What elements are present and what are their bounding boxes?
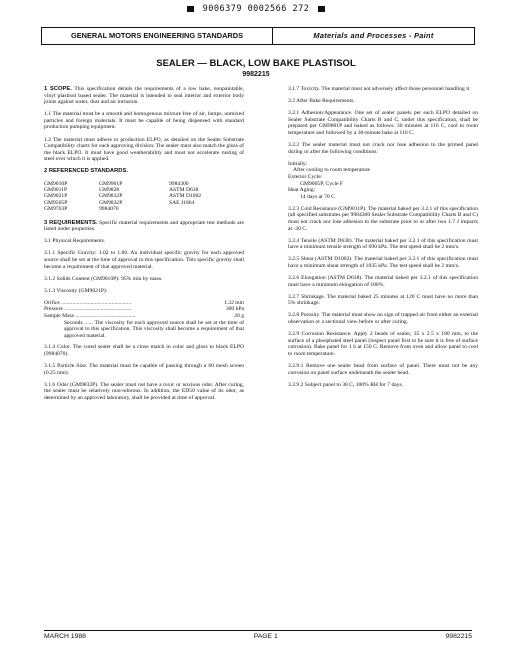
paragraph-3-1-1: 3.1.1 Specific Gravity: 1.02 to 1.80. An individual specific gravity for each approved source shall be set at the time of approval to this specification. This specific gravity shall become a requirement of that approved material. bbox=[44, 250, 244, 270]
paragraph-3-2-9-1: 3.2.9.1 Remove one sealer bead from surface of panel. There must not be any corrosion on panel surface underneath the sealer bead. bbox=[288, 363, 478, 376]
viscosity-value: 20 g bbox=[234, 313, 244, 319]
condition-detail: 14 days at 70 C bbox=[300, 193, 335, 200]
standard-item: GM9021P bbox=[44, 193, 68, 200]
document-header bbox=[41, 27, 475, 45]
left-column bbox=[44, 86, 244, 407]
right-column bbox=[288, 86, 478, 394]
standard-item bbox=[169, 206, 229, 212]
paragraph-3-1-5: 3.1.5 Particle Size. The material must be capable of passing through a 60 mesh screen (0.25 mm). bbox=[44, 363, 244, 376]
paragraph-3-2-9: 3.2.9 Corrosion Resistance. Apply 2 beads of sealer, 35 x 2.5 x 180 mm, to the surface of a phosphated steel panel (inspect panel first to be sure it is free of surface corrosion). Bake panel for 1 h at 150 C. Remove from oven and allow panel to cool to room temperature. bbox=[288, 331, 478, 357]
standard-item: GM9832P bbox=[99, 193, 123, 200]
paragraph-3-2-8: 3.2.8 Porosity. The material must show no sign of trapped air from either an external observation or a sectional view before or after curing. bbox=[288, 312, 478, 326]
standard-item: ASTM D1002 bbox=[169, 193, 202, 200]
paragraph-3-1-3: 3.1.3 Viscosity (GM9021P): bbox=[44, 287, 108, 294]
barcode-text: 9006379 0002566 272 bbox=[202, 4, 310, 14]
page-footer bbox=[44, 630, 472, 640]
viscosity-row bbox=[44, 300, 244, 307]
footer-number: 9982215 bbox=[445, 633, 472, 640]
requirements-heading: 3 REQUIREMENTS. bbox=[44, 219, 98, 226]
requirements-paragraph bbox=[44, 220, 244, 233]
conditions-list bbox=[288, 161, 478, 201]
standard-item: ASTM D638 bbox=[169, 186, 199, 193]
header-left: GENERAL MOTORS ENGINEERING STANDARDS bbox=[42, 28, 273, 44]
scope-text: This specification details the requirements of a low bake, nonpaintable, vinyl plastisol based sealer. The material is intended to seal interior and exterior body joints against water, dust and air intrusion. bbox=[44, 86, 244, 106]
scope-heading: 1 SCOPE. bbox=[44, 86, 72, 92]
paragraph-3-2-5: 3.2.5 Shear (ASTM D1002). The material baked per 3.2.1 of this specification must have a minimum shear strength of 1035 kPa. The test speed shall be 2 mm/s. bbox=[288, 256, 478, 269]
viscosity-row bbox=[44, 306, 244, 313]
referenced-standards-heading: 2 REFERENCED STANDARDS. bbox=[44, 168, 128, 175]
viscosity-note: Seconds ...... The viscosity for each approved source shall be set at the time of approval to this specification. This viscosity shall become a requirement of that approved material. bbox=[64, 319, 244, 339]
viscosity-label: Sample Mass ........................................... bbox=[44, 313, 136, 319]
standard-item: 9984300 bbox=[169, 180, 189, 187]
viscosity-row bbox=[44, 313, 244, 320]
paragraph-3-2-2: 3.2.2 The sealer material must not crack nor lose adhesion to the primed panel during or after the following conditions: bbox=[288, 142, 478, 155]
barcode-block-left bbox=[187, 6, 194, 12]
paragraph-3-2-1: 3.2.1 Adhesion/Appearance. One set of sealer panels per each ELPO detailed on Sealer Substrate Compatibility Charts B and C, under this specification, shall be prepared per GM9801P and baked as follows: 30 minutes at 116 C, cool to room temperature and followed by a 30-minute bake at 116 C. bbox=[288, 110, 478, 136]
header-right: Materials and Processes - Paint bbox=[313, 31, 434, 40]
paragraph-3-2-3: 3.2.3 Cold Resistance (GM9011P). The material baked per 3.2.1 of this specification (all specified substrates per 9984300 Sealer Substrate Compatibility Charts B and C) must not crack nor lose adhesion to the substrate prior to or after two 1.7 J impacts at -30 C. bbox=[288, 205, 478, 232]
paragraph-3-2-7: 3.2.7 Shrinkage. The material baked 25 minutes at 120 C must have no more than 5% shrinkage. bbox=[288, 293, 478, 307]
paragraph-3-2-6: 3.2.6 Elongation (ASTM D638). The material baked per 3.2.1 of this specification must have a minimum elongation of 100%. bbox=[288, 275, 478, 288]
condition-detail: GM9005P, Cycle F bbox=[300, 180, 344, 187]
standard-item: GM9832P bbox=[99, 199, 123, 206]
document-title: SEALER — BLACK, LOW BAKE PLASTISOL bbox=[156, 58, 356, 69]
standard-item: SAE J1864 bbox=[169, 199, 195, 206]
paragraph-3-1: 3.1 Physical Requirements. bbox=[44, 238, 106, 245]
condition-detail: After cooling to room temperature bbox=[293, 167, 371, 174]
document-number: 9982215 bbox=[242, 71, 270, 78]
standard-item: GM9010P bbox=[44, 180, 68, 187]
condition-label: Exterior Cycle: bbox=[288, 173, 323, 180]
footer-page: PAGE 1 bbox=[253, 633, 278, 640]
barcode bbox=[0, 4, 512, 14]
viscosity-value: 1.32 mm bbox=[224, 299, 244, 306]
scope-paragraph bbox=[44, 86, 244, 106]
paragraph-3-1-7: 3.1.7 Toxicity. The material must not adversely affect those personnel handling it. bbox=[288, 86, 471, 92]
condition-label: Initially: bbox=[288, 160, 308, 167]
viscosity-table bbox=[44, 300, 244, 340]
viscosity-value: 300 kPa bbox=[225, 306, 244, 313]
viscosity-label: Orifice .................................................. bbox=[44, 299, 132, 306]
condition-label: Heat Aging: bbox=[288, 187, 316, 194]
standard-item: 9984070 bbox=[99, 206, 119, 213]
barcode-block-right bbox=[318, 6, 325, 12]
paragraph-3-2-9-2: 3.2.9.2 Subject panel to 38 C, 100% RH for 7 days. bbox=[288, 381, 404, 388]
standard-item: GM9828 bbox=[99, 186, 120, 193]
paragraph-1-2: 1.2 The material must adhere to production ELPO, as detailed on the Sealer Substrate Compatibility charts for each approving division. The sealer must also match the gloss of the black ELPO. It must have good weatherability and must not accelerate rusting of steel over which it is applied. bbox=[44, 136, 244, 163]
paragraph-3-1-2: 3.1.2 Solids Content (GM9010P): 95% min by mass. bbox=[44, 275, 163, 282]
footer-date: MARCH 1988 bbox=[44, 633, 86, 640]
paragraph-3-1-6: 3.1.6 Odor (GM9832P). The sealer must not have a toxic or noxious odor. After curing, the sealer must be relatively non-odorous. In addition, the ED50 value of its odor, as determined by an approved laboratory, shall be provided at time of approval. bbox=[44, 381, 244, 401]
paragraph-3-2: 3.2 After Bake Requirements. bbox=[288, 98, 355, 105]
requirements-text: Specific material requirements and appropriate test methods are listed under properties. bbox=[44, 219, 244, 233]
standard-item: GM9505P bbox=[44, 199, 68, 206]
viscosity-label: Pressure ................................................ bbox=[44, 306, 132, 313]
standards-table bbox=[44, 181, 244, 213]
standard-item: GM9901P bbox=[99, 180, 123, 187]
paragraph-3-2-4: 3.2.4 Tensile (ASTM D638). The material baked per 3.2.1 of this specification must have a minimum tensile strength of 690 kPa. The test speed shall be 2 mm/s. bbox=[288, 237, 478, 251]
paragraph-3-1-4: 3.1.4 Color. The cured sealer shall be a close match in color and gloss to black ELPO (9984070). bbox=[44, 344, 244, 357]
paragraph-1-1: 1.1 The material must be a smooth and homogenous mixture free of air, lumps, unmixed particles and foreign materials. It must be capable of being dispensed with standard production pumping equipment. bbox=[44, 111, 244, 131]
standard-item: GM9011P bbox=[44, 186, 68, 193]
standard-item: GM9763P bbox=[44, 206, 68, 213]
